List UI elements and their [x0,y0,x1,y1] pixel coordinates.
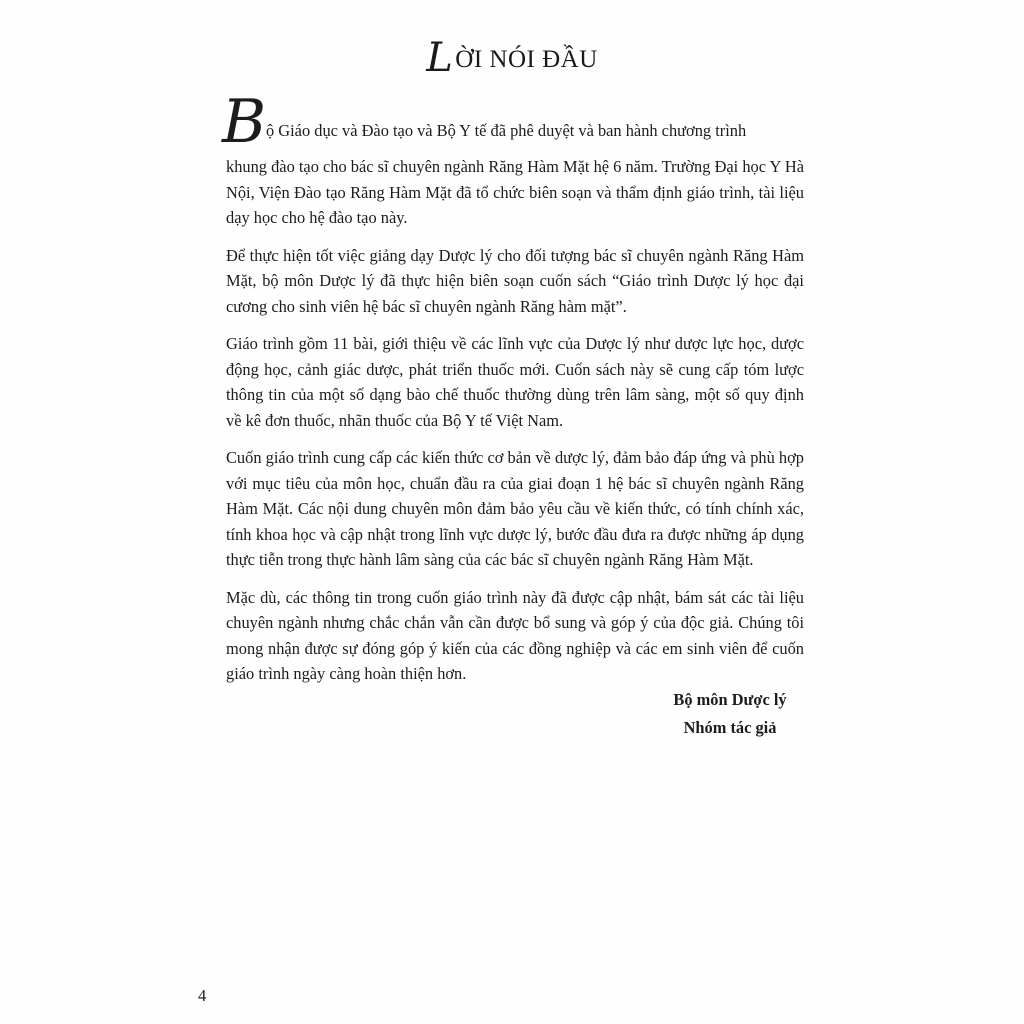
paragraph-3: Giáo trình gồm 11 bài, giới thiệu về các lĩnh vực của Dược lý như dược lực học, dược động học, cảnh giác dược, phát triển thuốc mới. Cuốn sách này sẽ cung cấp tóm lược thông tin của một số dạng bào chế thuốc thường dùng trên lâm sàng, một số quy định về kê đơn thuốc, nhãn thuốc của Bộ Y tế Việt Nam. [226,334,804,430]
paragraph-1-first-line [222,87,804,157]
page-title [0,35,1024,81]
paragraph-5: Mặc dù, các thông tin trong cuốn giáo trình này đã được cập nhật, bám sát các tài liệu chuyên ngành nhưng chắc chắn vẫn cần được bổ sung và góp ý của độc giả. Chúng tôi mong nhận được sự đóng góp ý kiến của các đồng nghiệp và các em sinh viên để cuốn giáo trình ngày càng hoàn thiện hơn. [226,587,804,683]
page-number: 4 [198,986,207,1005]
drop-cap: B [222,87,267,157]
signature-authors: Nhóm tác giả [683,718,777,737]
preface-body [222,87,804,699]
paragraph-1-opening: ộ Giáo dục và Đào tạo và Bộ Y tế đã phê duyệt và ban hành chương trình [266,121,747,140]
paragraph-2: Để thực hiện tốt việc giảng dạy Dược lý cho đối tượng bác sĩ chuyên ngành Răng Hàm Mặt, bộ môn Dược lý đã thực hiện biên soạn cuốn sách “Giáo trình Dược lý học đại cương cho sinh viên hệ bác sĩ chuyên ngành Răng hàm mặt”. [226,245,804,316]
paragraph-4: Cuốn giáo trình cung cấp các kiến thức cơ bản về dược lý, đảm bảo đáp ứng và phù hợp với mục tiêu của môn học, chuẩn đầu ra của giai đoạn 1 hệ bác sĩ chuyên ngành Răng Hàm Mặt. Các nội dung chuyên môn đảm bảo yêu cầu về kiến thức, có tính chính xác, tính khoa học và cập nhật trong lĩnh vực dược lý, bước đầu đưa ra được những áp dụng thực tiễn trong thực hành lâm sàng của các bác sĩ chuyên ngành Răng Hàm Mặt. [226,448,804,569]
title-initial: L [426,35,454,81]
paragraph-1 [222,87,804,231]
paragraph-1-text: khung đào tạo cho bác sĩ chuyên ngành Răng Hàm Mặt hệ 6 năm. Trường Đại học Y Hà Nội, Viện Đào tạo Răng Hàm Mặt đã tổ chức biên soạn và thẩm định giáo trình, tài liệu dạy học cho hệ đào tạo này. [226,157,804,227]
title-rest: ỜI NÓI ĐẦU [455,46,598,73]
signature-department: Bộ môn Dược lý [673,690,787,709]
